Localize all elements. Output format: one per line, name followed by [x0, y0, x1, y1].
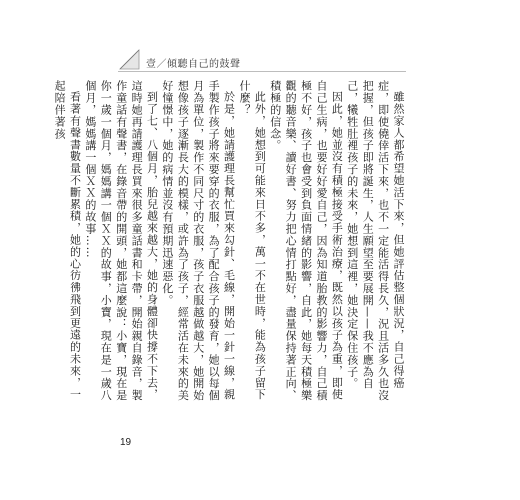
paragraph: 看著有聲書數量不斷累積，她的心彷彿飛到更遠的未來，一起陪伴著孩	[53, 80, 82, 401]
header-divider	[118, 71, 406, 72]
paragraph: 於是，她請護理長幫忙買來勾針、毛線，開始一針一線，親手製作孩子將來要穿的衣服，為了配合孩子的發育，她以每個月為單位，製作不同尺寸的衣服，孩子衣服越做越大，她開始想像孩子逐漸長大的模樣，或許為了孩子，經常活在未來的美好憧憬中，她的病情並沒有預期迅速惡化。	[160, 80, 236, 402]
paragraph: 此外，她想到可能來日不多，萬一不在世時，能為孩子留下什麼？	[237, 80, 267, 401]
triangle-icon	[118, 48, 140, 70]
paragraph: 到了七、八個月，胎兒越來越大，她的身體卻快撐不下去，這時她再請護理長買來很多童話書和卡帶，開始親自錄音，製作童話有聲書，在錄音帶的開頭，她都這麼說：小寶，現在是你一歲一個月，媽媽講一個ＸＸ的故事，小寶，現在是一歲八個月，媽媽講一個ＸＸ的故事……	[83, 80, 159, 402]
page-number: 19	[120, 437, 132, 448]
paragraph: 雖然家人都希望她活下來，但她評估整個狀況，自己得癌症，即使僥倖活下來，也不一定能活得長久，況且活多久也沒把握，但孩子即將誕生，人生願望至要展開——我不應為自己，犧牲肚裡孩子的未來，她想到這裡，她決定保住孩子。	[345, 80, 405, 402]
chapter-title: 壹／傾聽自己的鼓聲	[146, 59, 241, 70]
paragraph: 因此，她並沒有積極接受手術治療，既然以孩子為重，即使自己生病，也要好好愛自己，因為知道胎教的影響力，自己積極不好，孩子也會受到負面情緒的影響，自此，她每天積極樂觀的聽音樂、讀好書、努力把心情打點好，盡量保持著正向、積極的信念。	[268, 80, 344, 402]
page-header	[118, 48, 241, 70]
body-text	[53, 80, 406, 402]
